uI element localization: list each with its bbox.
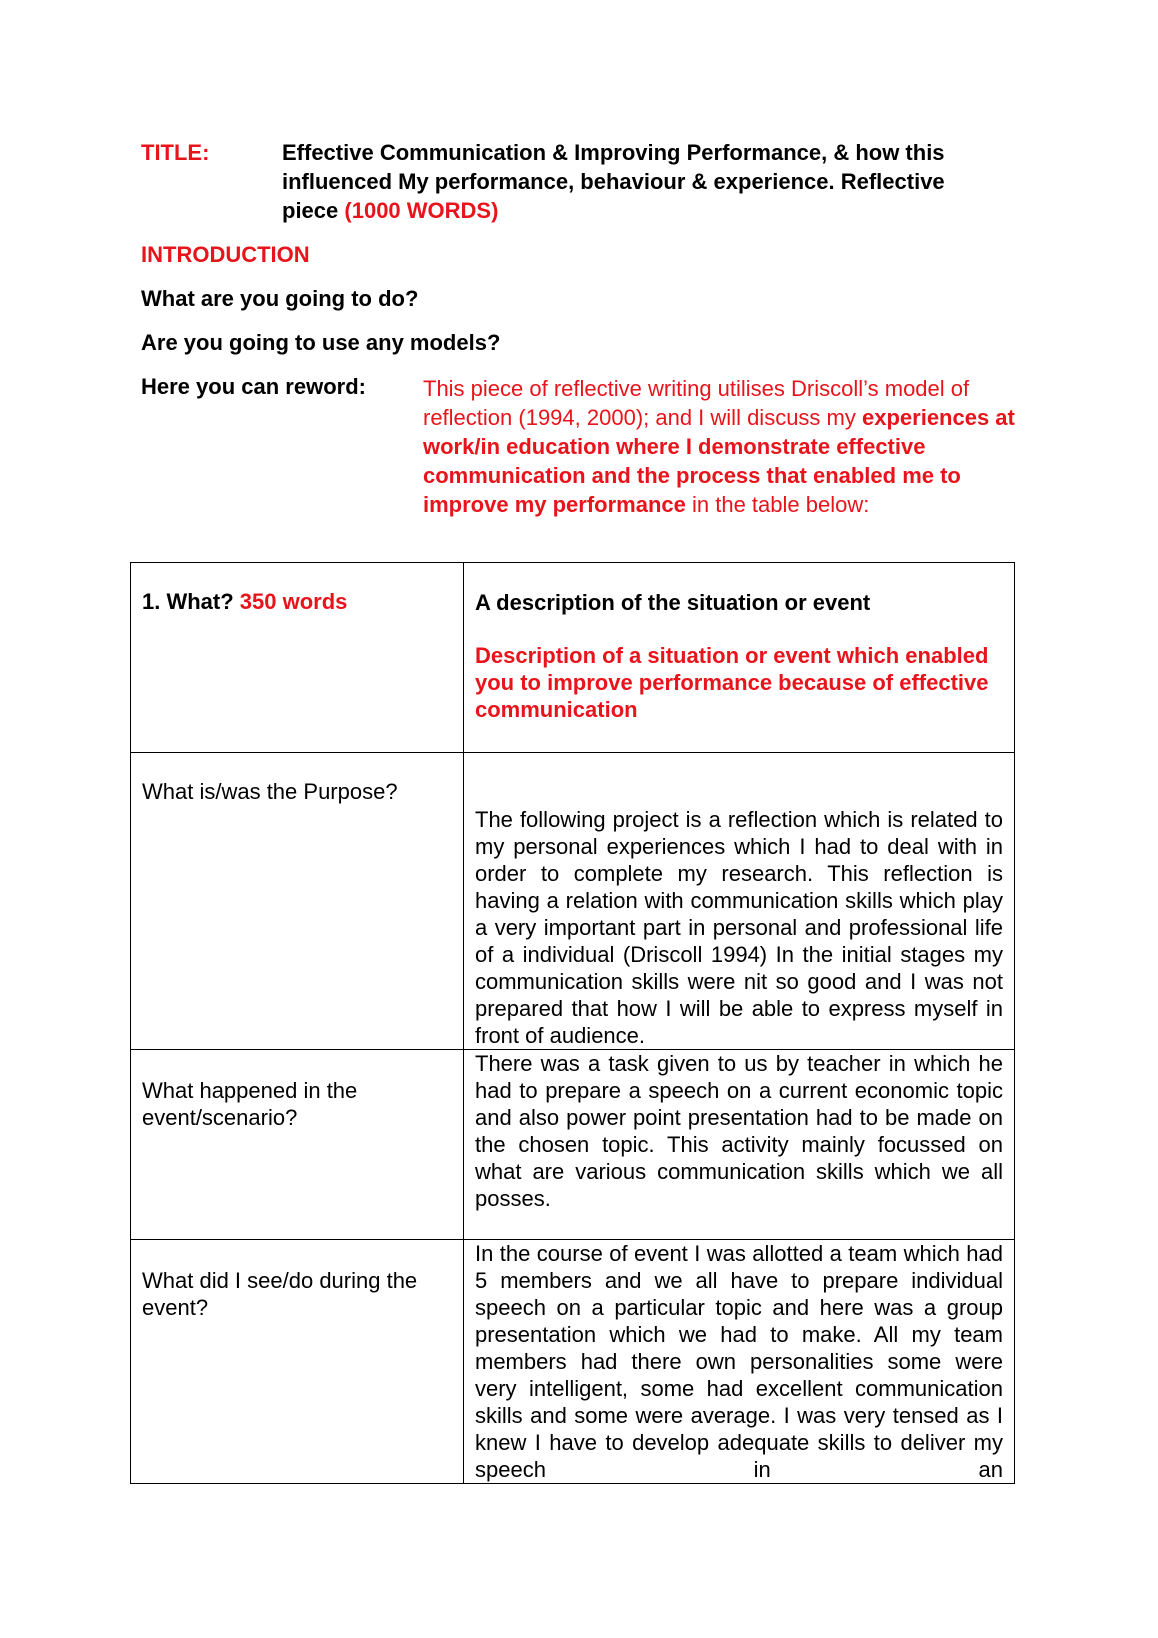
title-label: TITLE: <box>141 140 210 165</box>
header-left-label: 1. What? <box>142 589 234 614</box>
table-row <box>131 753 1015 1050</box>
header-word-count: 350 words <box>239 589 348 614</box>
row-question-cell <box>131 1050 464 1240</box>
question-models: Are you going to use any models? <box>141 330 501 355</box>
title-main: Effective Communication & Improving Performance, & how this influenced My performance, behaviour & experience. Reflective piece <box>282 140 945 223</box>
table-row <box>131 1050 1015 1240</box>
reword-text <box>423 374 1023 519</box>
header-right-subtitle: Description of a situation or event which enabled you to improve performance because of effective communication <box>475 643 989 722</box>
reflection-table <box>130 562 1015 1484</box>
row-answer: There was a task given to us by teacher in which he had to prepare a speech on a current economic topic and also power point presentation had to be made on the chosen topic. This activity mainly focussed on what are various communication skills which we all posses. <box>475 1051 1003 1211</box>
title-text <box>282 138 1007 225</box>
header-right-cell <box>464 563 1015 753</box>
question-what-to-do: What are you going to do? <box>141 286 419 311</box>
reword-label: Here you can reword: <box>141 374 366 399</box>
row-answer-cell <box>464 1050 1015 1240</box>
table-header-row <box>131 563 1015 753</box>
reword-text-end: in the table below: <box>692 492 870 517</box>
table-row <box>131 1240 1015 1484</box>
row-answer-cell <box>464 753 1015 1050</box>
introduction-heading: INTRODUCTION <box>141 242 310 267</box>
header-left-cell <box>131 563 464 753</box>
reword-text-bold: experiences at work/in education where I demonstrate effective communication and the process that enabled me to improve my performance <box>423 405 1015 517</box>
row-question-cell <box>131 1240 464 1484</box>
reword-text-normal: This piece of reflective writing utilises Driscoll’s model of reflection (1994, 2000); and I will discuss my <box>423 376 970 430</box>
row-answer-cell <box>464 1240 1015 1484</box>
row-answer: In the course of event I was allotted a team which had 5 members and we all have to prepare individual speech on a particular topic and here was a group presentation which we had to make. All my team members had there own personalities some were very intelligent, some had excellent communication skills and some were average. I was very tensed as I knew I have to develop adequate skills to deliver my speech in an <box>475 1241 1003 1482</box>
title-word-count: (1000 WORDS) <box>344 198 499 223</box>
row-question-cell <box>131 753 464 1050</box>
row-answer: The following project is a reflection which is related to my personal experiences which I had to deal with in order to complete my research. This reflection is having a relation with communication skills which play a very important part in personal and professional life of a individual (Driscoll 1994) In the initial stages my communication skills were nit so good and I was not prepared that how I will be able to express myself in front of audience. <box>475 807 1003 1048</box>
row-question: What did I see/do during the event? <box>142 1268 418 1320</box>
row-question: What happened in the event/scenario? <box>142 1078 358 1130</box>
row-question: What is/was the Purpose? <box>142 779 398 804</box>
header-right-title: A description of the situation or event <box>475 590 871 615</box>
